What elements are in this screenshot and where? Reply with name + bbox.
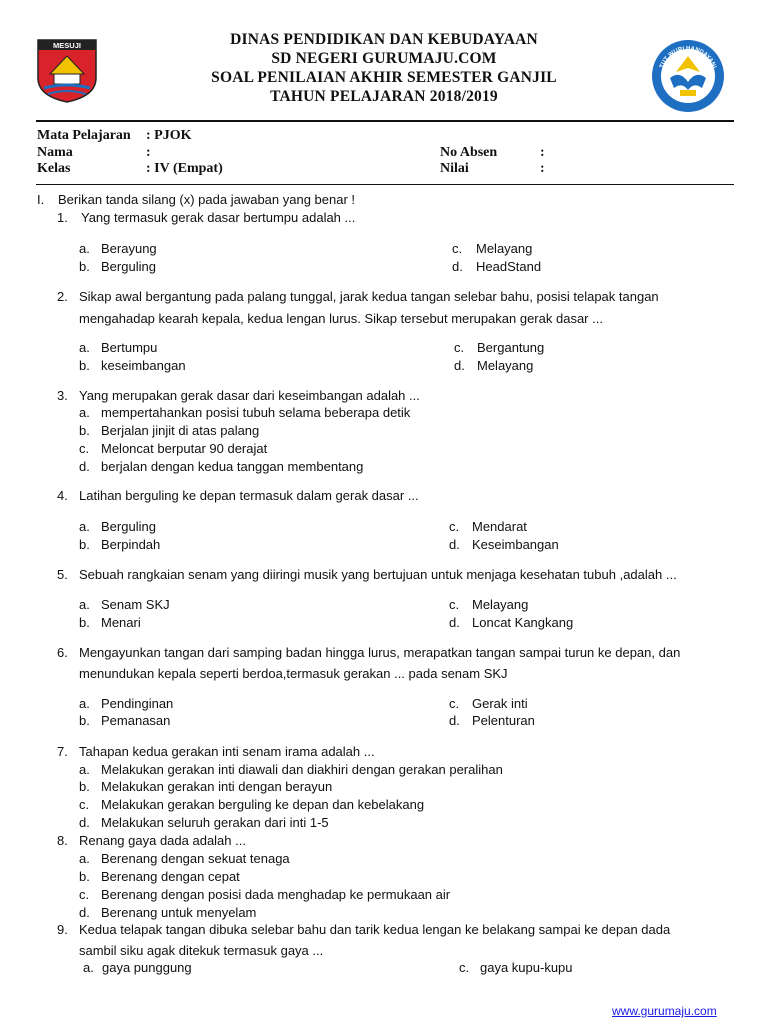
option-letter: b. [79,779,90,794]
option-text: Berguling [101,259,156,274]
name-label: Nama [37,145,73,160]
option-letter: d. [79,905,90,920]
option-letter: c. [449,597,460,612]
question-text: Mengayunkan tangan dari samping badan hingga lurus, merapatkan tangan sampai turun ke depan, dan [79,645,681,660]
option-text: Melayang [472,597,529,612]
header-rule [36,120,734,122]
option-text: Berenang untuk menyelam [101,905,257,920]
header-line-agency: DINAS PENDIDIKAN DAN KEBUDAYAAN [230,31,538,48]
option-letter: c. [449,519,460,534]
option-text: Meloncat berputar 90 derajat [101,441,268,456]
option-letter: c. [454,340,465,355]
header-line-exam: SOAL PENILAIAN AKHIR SEMESTER GANJIL [211,69,557,86]
question-number: 9. [57,922,68,937]
option-text: Keseimbangan [472,537,559,552]
option-letter: a. [79,405,90,420]
subject-value: : PJOK [146,128,192,143]
header-line-school: SD NEGERI GURUMAJU.COM [271,50,497,67]
option-text: Melakukan gerakan inti dengan berayun [101,779,333,794]
option-text: Pendinginan [101,696,174,711]
question-text: Renang gaya dada adalah ... [79,833,246,848]
option-text: Berguling [101,519,156,534]
option-text: Berayung [101,241,157,256]
option-text: Melayang [476,241,533,256]
class-value: : IV (Empat) [146,161,223,176]
footer-website-link[interactable]: www.gurumaju.com [612,1004,717,1018]
question-text: Sikap awal bergantung pada palang tunggal, jarak kedua tangan selebar bahu, posisi telapak tangan [79,289,659,304]
option-letter: c. [79,441,90,456]
option-text: Pelenturan [472,713,535,728]
nilai-label: Nilai [440,161,469,176]
option-text: Loncat Kangkang [472,615,574,630]
logo-right-text: TUT WURI HANDAYANI [659,45,717,70]
option-text: Melakukan seluruh gerakan dari inti 1-5 [101,815,329,830]
option-letter: c. [452,241,463,256]
option-text: Senam SKJ [101,597,170,612]
absen-label: No Absen [440,145,498,160]
tut-wuri-handayani-logo-icon [650,38,726,114]
option-letter: d. [79,459,90,474]
option-letter: d. [452,259,463,274]
option-text: HeadStand [476,259,542,274]
question-text: Yang termasuk gerak dasar bertumpu adalah ... [81,210,356,225]
option-text: Gerak inti [472,696,528,711]
option-letter: a. [79,851,90,866]
option-letter: d. [449,537,460,552]
question-number: 8. [57,833,68,848]
option-text: Melayang [477,358,534,373]
option-letter: b. [79,869,90,884]
section-number: I. [37,192,45,207]
option-text: Bertumpu [101,340,158,355]
option-text: keseimbangan [101,358,186,373]
logo-left-text: MESUJI [53,41,81,50]
option-text: Bergantung [477,340,545,355]
option-letter: c. [79,797,90,812]
class-label: Kelas [37,161,71,176]
option-letter: d. [79,815,90,830]
option-text: gaya punggung [102,960,192,975]
option-letter: b. [79,358,90,373]
option-letter: b. [79,423,90,438]
nilai-field: : [540,161,545,176]
name-field: : [146,145,151,160]
option-text: Berenang dengan cepat [101,869,240,884]
option-letter: b. [79,259,90,274]
option-letter: c. [449,696,460,711]
option-text: Menari [101,615,141,630]
question-number: 3. [57,388,68,403]
question-text: Tahapan kedua gerakan inti senam irama adalah ... [79,744,375,759]
option-letter: d. [454,358,465,373]
question-number: 6. [57,645,68,660]
question-text: Sebuah rangkaian senam yang diiringi musik yang bertujuan untuk menjaga kesehatan tubuh ,adalah ... [79,567,677,582]
question-number: 5. [57,567,68,582]
option-text: Melakukan gerakan berguling ke depan dan kebelakang [101,797,425,812]
question-text: menundukan kepala seperti berdoa,termasuk gerakan ... pada senam SKJ [79,666,508,681]
option-text: Berpindah [101,537,161,552]
option-text: mempertahankan posisi tubuh selama beberapa detik [101,405,411,420]
option-text: gaya kupu-kupu [480,960,573,975]
option-letter: a. [79,519,90,534]
question-text: Latihan berguling ke depan termasuk dalam gerak dasar ... [79,488,419,503]
option-text: berjalan dengan kedua tanggan membentang [101,459,364,474]
option-text: Berjalan jinjit di atas palang [101,423,260,438]
option-text: Berenang dengan posisi dada menghadap ke permukaan air [101,887,451,902]
option-text: Pemanasan [101,713,171,728]
option-letter: d. [449,615,460,630]
question-number: 2. [57,289,68,304]
question-text: Kedua telapak tangan dibuka selebar bahu dan tarik kedua lengan ke belakang sampai ke depan dada [79,922,671,937]
subject-label: Mata Pelajaran [37,128,131,143]
option-letter: a. [79,762,90,777]
option-letter: a. [79,597,90,612]
question-number: 4. [57,488,68,503]
option-text: Mendarat [472,519,527,534]
option-letter: a. [79,340,90,355]
option-letter: b. [79,537,90,552]
question-number: 1. [57,210,68,225]
identity-rule [36,184,734,185]
header-line-year: TAHUN PELAJARAN 2018/2019 [270,88,498,105]
question-text: sambil siku agak ditekuk termasuk gaya ... [79,943,324,958]
option-letter: b. [79,615,90,630]
option-text: Melakukan gerakan inti diawali dan diakhiri dengan gerakan peralihan [101,762,503,777]
option-letter: a. [79,696,90,711]
option-letter: c. [459,960,470,975]
question-text: Yang merupakan gerak dasar dari keseimbangan adalah ... [79,388,420,403]
option-letter: b. [79,713,90,728]
option-letter: d. [449,713,460,728]
option-text: Berenang dengan sekuat tenaga [101,851,290,866]
question-text: mengahadap kearah kepala, kedua lengan lurus. Sikap tersebut merupakan gerak dasar ... [79,311,603,326]
absen-field: : [540,145,545,160]
question-number: 7. [57,744,68,759]
option-letter: a. [79,241,90,256]
option-letter: c. [79,887,90,902]
option-letter: a. [83,960,94,975]
section-instruction: Berikan tanda silang (x) pada jawaban yang benar ! [58,192,356,207]
